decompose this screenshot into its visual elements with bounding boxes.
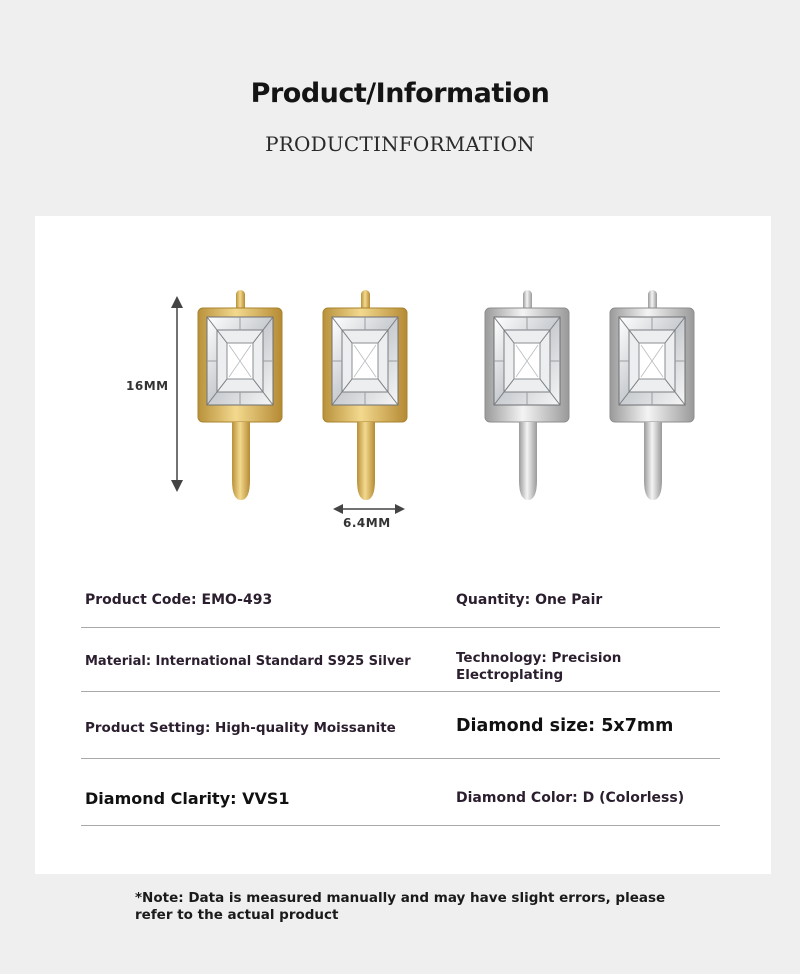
height-dimension-arrow bbox=[171, 296, 183, 492]
gold-earring-left bbox=[198, 290, 282, 500]
width-label: 6.4MM bbox=[343, 516, 391, 530]
page-title: Product/Information bbox=[250, 78, 550, 109]
product-figure bbox=[35, 216, 771, 556]
spec-technology: Technology: Precision Electroplating bbox=[456, 650, 622, 683]
spec-diamond-size: Diamond size: 5x7mm bbox=[456, 716, 674, 736]
height-label: 16MM bbox=[126, 379, 169, 393]
spec-product-code: Product Code: EMO-493 bbox=[85, 592, 273, 608]
width-dimension-arrow bbox=[333, 504, 405, 514]
spec-row bbox=[81, 759, 720, 826]
spec-setting: Product Setting: High-quality Moissanite bbox=[85, 720, 396, 736]
silver-earring-right bbox=[610, 290, 694, 500]
measurement-note: *Note: Data is measured manually and may have slight errors, please refer to the actual product bbox=[135, 890, 666, 923]
spec-material: Material: International Standard S925 Silver bbox=[85, 654, 411, 669]
gold-earring-right bbox=[323, 290, 407, 500]
spec-clarity: Diamond Clarity: VVS1 bbox=[85, 789, 290, 808]
spec-row bbox=[81, 564, 720, 628]
spec-color: Diamond Color: D (Colorless) bbox=[456, 790, 685, 806]
page-subtitle: PRODUCTINFORMATION bbox=[265, 132, 535, 156]
product-info-card bbox=[35, 216, 771, 874]
spec-row bbox=[81, 628, 720, 692]
spec-row bbox=[81, 692, 720, 759]
spec-table bbox=[81, 564, 720, 826]
silver-earring-left bbox=[485, 290, 569, 500]
spec-quantity: Quantity: One Pair bbox=[456, 592, 603, 608]
